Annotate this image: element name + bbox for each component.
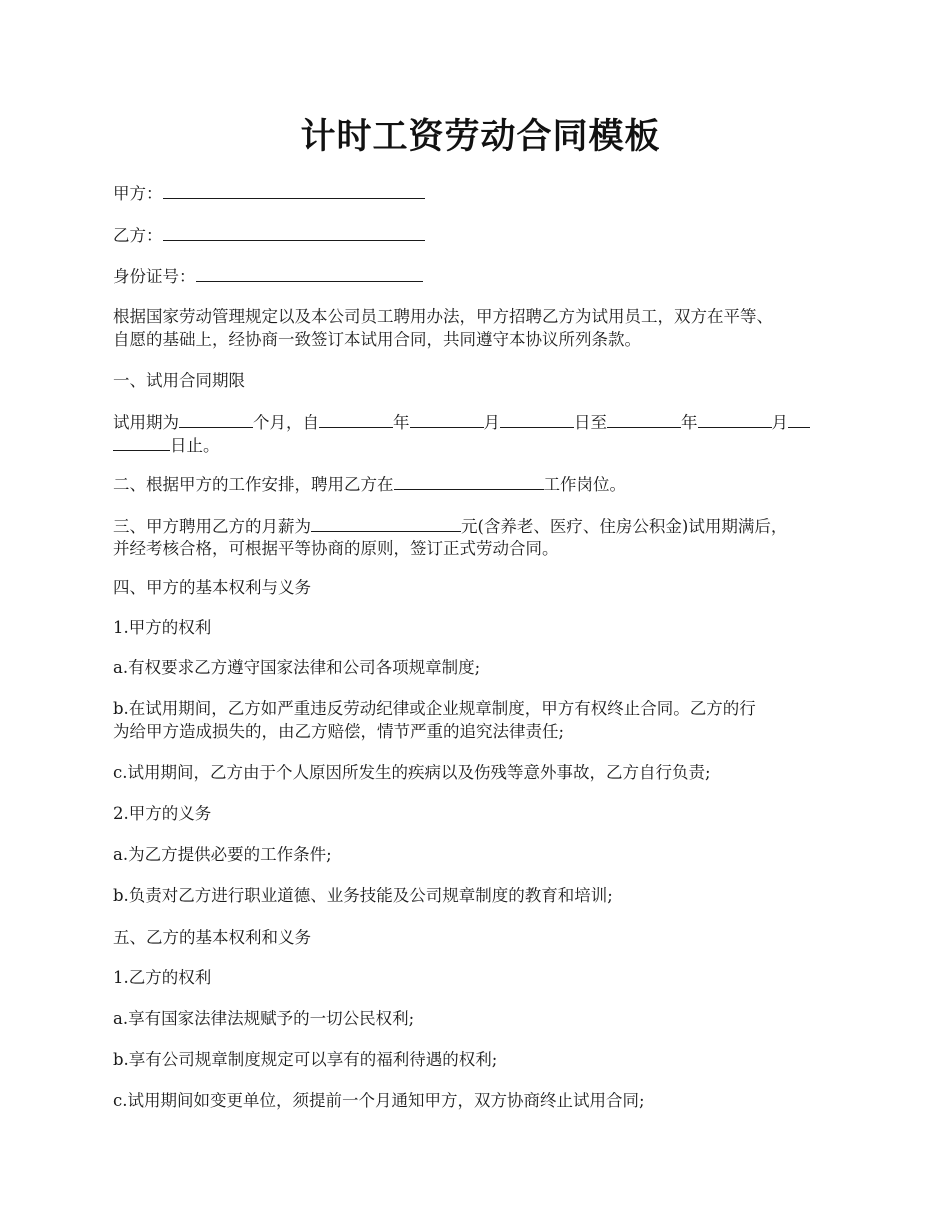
start-day-blank[interactable] xyxy=(500,410,574,428)
section5-rights-c: c.试用期间如变更单位，须提前一个月通知甲方，双方协商终止试用合同; xyxy=(113,1091,645,1110)
start-month-blank[interactable] xyxy=(410,410,484,428)
end-month-label: 月 xyxy=(771,413,788,432)
section2-prefix: 二、根据甲方的工作安排，聘用乙方在 xyxy=(113,475,394,494)
section1-period-line xyxy=(113,410,848,434)
section3-line2: 并经考核合格，可根据平等协商的原则，签订正式劳动合同。 xyxy=(113,539,559,558)
section4-duties-a: a.为乙方提供必要的工作条件; xyxy=(113,845,332,864)
section3-line1 xyxy=(113,514,848,538)
end-day-blank-part1[interactable] xyxy=(788,410,810,428)
section4-rights-b-line2: 为给甲方造成损失的，由乙方赔偿，情节严重的追究法律责任; xyxy=(113,722,565,741)
months-label: 个月，自 xyxy=(253,413,319,432)
end-day-label: 日止。 xyxy=(170,436,220,455)
start-month-label: 月 xyxy=(483,413,500,432)
end-month-blank[interactable] xyxy=(698,410,772,428)
id-number-label: 身份证号： xyxy=(113,267,196,286)
section5-rights-b: b.享有公司规章制度规定可以享有的福利待遇的权利; xyxy=(113,1050,498,1069)
party-b-blank[interactable] xyxy=(163,223,425,241)
party-b-line xyxy=(113,223,848,247)
section4-rights-c: c.试用期间，乙方由于个人原因所发生的疾病以及伤残等意外事故，乙方自行负责; xyxy=(113,763,711,782)
party-a-label: 甲方： xyxy=(113,184,163,203)
section2-suffix: 工作岗位。 xyxy=(543,475,626,494)
section1-period-line2 xyxy=(113,433,848,457)
intro-paragraph-line1: 根据国家劳动管理规定以及本公司员工聘用办法，甲方招聘乙方为试用员工，双方在平等、 xyxy=(113,307,773,326)
section5-rights-a: a.享有国家法律法规赋予的一切公民权利; xyxy=(113,1009,415,1028)
end-day-blank-part2[interactable] xyxy=(113,433,170,451)
section3-suffix: 元(含养老、医疗、住房公积金)试用期满后， xyxy=(461,517,788,536)
section4-rights-heading: 1.甲方的权利 xyxy=(113,618,212,637)
start-year-blank[interactable] xyxy=(319,410,393,428)
months-blank[interactable] xyxy=(179,410,253,428)
section4-duties-heading: 2.甲方的义务 xyxy=(113,804,212,823)
job-position-blank[interactable] xyxy=(394,472,544,490)
section1-heading: 一、试用合同期限 xyxy=(113,371,245,390)
section4-rights-a: a.有权要求乙方遵守国家法律和公司各项规章制度; xyxy=(113,658,481,677)
section3-prefix: 三、甲方聘用乙方的月薪为 xyxy=(113,517,311,536)
intro-paragraph-line2: 自愿的基础上，经协商一致签订本试用合同，共同遵守本协议所列条款。 xyxy=(113,330,641,349)
salary-blank[interactable] xyxy=(311,514,461,532)
start-year-label: 年 xyxy=(393,413,410,432)
party-b-label: 乙方： xyxy=(113,226,163,245)
document-title: 计时工资劳动合同模板 xyxy=(300,116,661,157)
section5-heading: 五、乙方的基本权利和义务 xyxy=(113,928,311,947)
section4-duties-b: b.负责对乙方进行职业道德、业务技能及公司规章制度的教育和培训; xyxy=(113,886,613,905)
section5-rights-heading: 1.乙方的权利 xyxy=(113,968,212,987)
section4-heading: 四、甲方的基本权利与义务 xyxy=(113,578,311,597)
id-number-blank[interactable] xyxy=(196,264,423,282)
end-year-label: 年 xyxy=(681,413,698,432)
start-day-label: 日至 xyxy=(574,413,607,432)
period-prefix: 试用期为 xyxy=(113,413,179,432)
section4-rights-b-line1: b.在试用期间，乙方如严重违反劳动纪律或企业规章制度，甲方有权终止合同。乙方的行 xyxy=(113,699,756,718)
id-number-line xyxy=(113,264,848,288)
party-a-blank[interactable] xyxy=(163,181,425,199)
end-year-blank[interactable] xyxy=(607,410,681,428)
section2-line xyxy=(113,472,848,496)
party-a-line xyxy=(113,181,848,205)
